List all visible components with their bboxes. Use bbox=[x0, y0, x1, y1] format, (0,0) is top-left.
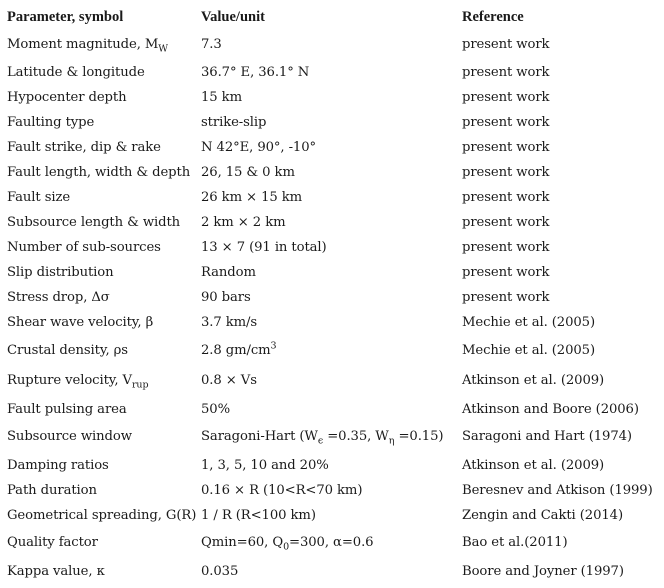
reference-cell: present work bbox=[462, 90, 550, 105]
value-cell: Saragoni-Hart ($W_\epsilon =0.35$, $W_\eta =0.15$) bbox=[201, 429, 444, 447]
value-cell: 0.035 bbox=[201, 564, 239, 579]
table-row bbox=[0, 504, 664, 528]
reference-cell: Atkinson and Boore (2006) bbox=[462, 402, 639, 417]
value-cell: 1 / R (R<100 km) bbox=[201, 508, 316, 523]
value-cell: 15 km bbox=[201, 90, 242, 105]
value-cell: 2.8 $gm/cm^3$ bbox=[201, 340, 277, 358]
table-row bbox=[0, 339, 664, 363]
parameter-cell: Shear wave velocity, β bbox=[7, 315, 154, 330]
reference-cell: present work bbox=[462, 215, 550, 230]
table-row bbox=[0, 398, 664, 422]
reference-cell: Zengin and Cakti (2014) bbox=[462, 508, 623, 523]
parameter-cell: Slip distribution bbox=[7, 265, 114, 280]
reference-cell: present work bbox=[462, 190, 550, 205]
reference-cell: Atkinson et al. (2009) bbox=[462, 458, 605, 473]
reference-cell: present work bbox=[462, 240, 550, 255]
table-row bbox=[0, 425, 664, 449]
table-row bbox=[0, 261, 664, 285]
value-cell: 1, 3, 5, 10 and 20% bbox=[201, 458, 329, 473]
parameter-cell: Faulting type bbox=[7, 115, 95, 130]
parameter-cell: Moment magnitude, $M_W$ bbox=[7, 37, 168, 55]
parameter-cell: Kappa value, κ bbox=[7, 564, 105, 579]
reference-cell: Boore and Joyner (1997) bbox=[462, 564, 624, 579]
parameter-cell: Rupture velocity, $V_{rup}$ bbox=[7, 373, 149, 391]
parameter-cell: Subsource window bbox=[7, 429, 132, 444]
reference-cell: present work bbox=[462, 165, 550, 180]
value-cell: 13 × 7 (91 in total) bbox=[201, 240, 327, 255]
parameter-cell: Geometrical spreading, G(R) bbox=[7, 508, 197, 523]
table-row bbox=[0, 454, 664, 478]
parameter-cell: Fault size bbox=[7, 190, 71, 205]
table-row bbox=[0, 61, 664, 85]
table-row bbox=[0, 136, 664, 160]
parameter-cell: Damping ratios bbox=[7, 458, 109, 473]
value-cell: 90 bars bbox=[201, 290, 251, 305]
reference-cell: Saragoni and Hart (1974) bbox=[462, 429, 632, 444]
reference-cell: present work bbox=[462, 290, 550, 305]
header-parameter: Parameter, symbol bbox=[7, 9, 124, 25]
reference-cell: Mechie et al. (2005) bbox=[462, 315, 596, 330]
parameter-cell: Hypocenter depth bbox=[7, 90, 127, 105]
reference-cell: Beresnev and Atkison (1999) bbox=[462, 483, 653, 498]
value-cell: strike-slip bbox=[201, 115, 267, 130]
table-row bbox=[0, 369, 664, 393]
value-cell: 0.8 × Vs bbox=[201, 373, 257, 388]
value-cell: 3.7 km/s bbox=[201, 315, 258, 330]
reference-cell: Mechie et al. (2005) bbox=[462, 343, 596, 358]
table-row bbox=[0, 111, 664, 135]
header-reference: Reference bbox=[462, 9, 524, 25]
value-cell: N 42°E, 90°, -10° bbox=[201, 140, 317, 155]
table-row bbox=[0, 560, 664, 584]
reference-cell: Bao et al.(2011) bbox=[462, 535, 568, 550]
reference-cell: Atkinson et al. (2009) bbox=[462, 373, 605, 388]
value-cell: Qmin=60, $Q_0=300$, α=0.6 bbox=[201, 535, 374, 553]
table-row bbox=[0, 479, 664, 503]
value-cell: 0.16 × R (10<R<70 km) bbox=[201, 483, 363, 498]
reference-cell: present work bbox=[462, 65, 550, 80]
parameter-cell: Latitude & longitude bbox=[7, 65, 145, 80]
parameter-cell: Number of sub-sources bbox=[7, 240, 161, 255]
parameter-cell: Fault strike, dip & rake bbox=[7, 140, 161, 155]
table-row bbox=[0, 86, 664, 110]
table-row bbox=[0, 211, 664, 235]
reference-cell: present work bbox=[462, 140, 550, 155]
value-cell: 50% bbox=[201, 402, 231, 417]
value-cell: 7.3 bbox=[201, 37, 222, 52]
header-value: Value/unit bbox=[201, 9, 265, 25]
table-row bbox=[0, 236, 664, 260]
parameter-cell: Fault length, width & depth bbox=[7, 165, 191, 180]
table-row bbox=[0, 286, 664, 310]
parameter-cell: Fault pulsing area bbox=[7, 402, 127, 417]
table-row bbox=[0, 33, 664, 57]
table-row bbox=[0, 531, 664, 555]
value-cell: 26 km × 15 km bbox=[201, 190, 303, 205]
value-cell: Random bbox=[201, 265, 256, 280]
parameter-cell: Crustal density, ρs bbox=[7, 343, 128, 358]
value-cell: 36.7° E, 36.1° N bbox=[201, 65, 310, 80]
reference-cell: present work bbox=[462, 37, 550, 52]
table-row bbox=[0, 161, 664, 185]
reference-cell: present work bbox=[462, 115, 550, 130]
table-header bbox=[0, 5, 664, 29]
table-row bbox=[0, 186, 664, 210]
table-row bbox=[0, 311, 664, 335]
parameter-cell: Subsource length & width bbox=[7, 215, 181, 230]
parameter-cell: Stress drop, Δσ bbox=[7, 290, 110, 305]
value-cell: 2 km × 2 km bbox=[201, 215, 286, 230]
value-cell: 26, 15 & 0 km bbox=[201, 165, 295, 180]
parameter-cell: Quality factor bbox=[7, 535, 98, 550]
reference-cell: present work bbox=[462, 265, 550, 280]
parameter-cell: Path duration bbox=[7, 483, 97, 498]
